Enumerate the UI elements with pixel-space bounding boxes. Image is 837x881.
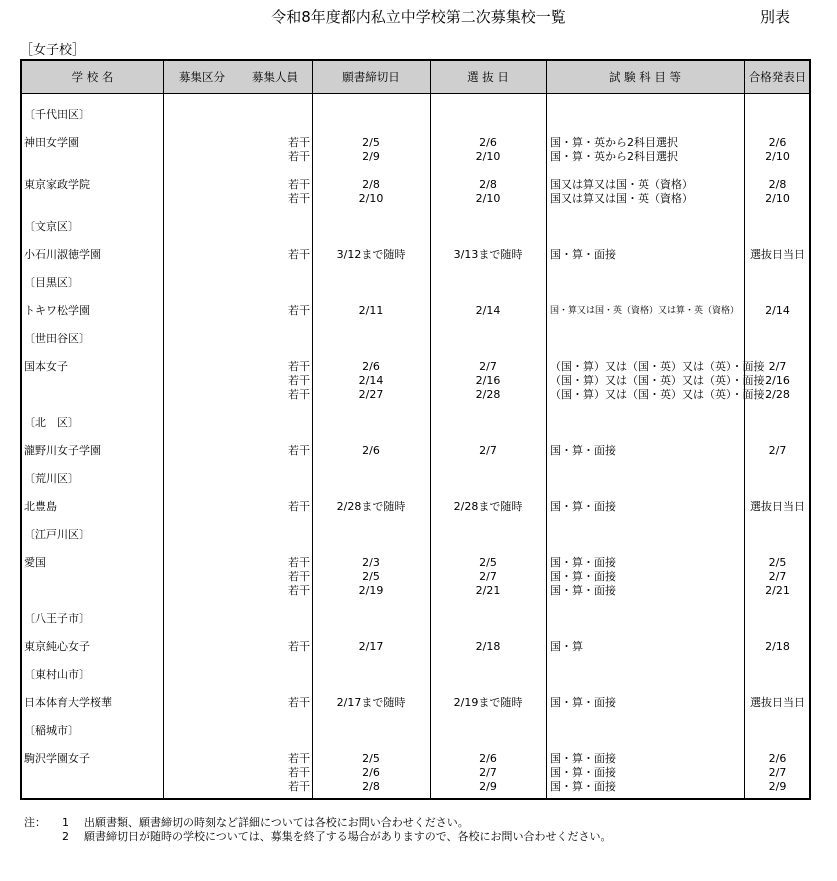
subjects-cell: 国・算又は国・英（資格）又は算・英（資格） — [550, 306, 740, 316]
subjects-cell: 国・算・面接 — [550, 752, 616, 765]
deadline-cell: 2/6 — [362, 766, 380, 779]
capacity-cell: 若干 — [288, 360, 310, 373]
deadline-cell: 2/27 — [358, 388, 384, 401]
note-number: 2 — [62, 830, 69, 843]
deadline-cell: 2/28まで随時 — [336, 500, 406, 513]
capacity-cell: 若干 — [288, 500, 310, 513]
deadline-cell: 2/11 — [358, 304, 384, 317]
deadline-cell: 3/12まで随時 — [336, 248, 406, 261]
table-body — [22, 94, 809, 798]
region-label: 〔江戸川区〕 — [24, 528, 90, 541]
announce-cell: 2/21 — [765, 584, 790, 597]
announce-cell: 2/6 — [768, 136, 787, 149]
selection-cell: 2/10 — [475, 150, 501, 163]
subjects-cell: 国・算・面接 — [550, 780, 616, 793]
announce-cell: 2/10 — [765, 150, 790, 163]
deadline-cell: 2/17まで随時 — [336, 696, 406, 709]
selection-cell: 2/6 — [479, 136, 497, 149]
announce-cell: 2/18 — [765, 640, 790, 653]
school-name: 国本女子 — [24, 360, 68, 373]
deadline-cell: 2/6 — [362, 444, 380, 457]
region-label: 〔八王子市〕 — [24, 612, 90, 625]
appendix-label: 別表 — [760, 8, 791, 26]
header-selection: 選 抜 日 — [467, 70, 509, 84]
school-name: 駒沢学園女子 — [24, 752, 90, 765]
subjects-cell: 国・算・面接 — [550, 696, 616, 709]
capacity-cell: 若干 — [288, 640, 310, 653]
selection-cell: 3/13まで随時 — [453, 248, 523, 261]
selection-cell: 2/18 — [475, 640, 501, 653]
announce-cell: 2/16 — [765, 374, 790, 387]
subjects-cell: 国・算 — [550, 640, 583, 653]
selection-cell: 2/14 — [475, 304, 501, 317]
selection-cell: 2/21 — [475, 584, 501, 597]
selection-cell: 2/10 — [475, 192, 501, 205]
capacity-cell: 若干 — [288, 696, 310, 709]
header-capacity: 募集人員 — [252, 70, 298, 84]
region-label: 〔千代田区〕 — [24, 108, 90, 121]
selection-cell: 2/7 — [479, 766, 497, 779]
capacity-cell: 若干 — [288, 304, 310, 317]
selection-cell: 2/8 — [479, 178, 497, 191]
capacity-cell: 若干 — [288, 178, 310, 191]
subjects-cell: 国・算・英から2科目選択 — [550, 150, 678, 163]
deadline-cell: 2/5 — [362, 752, 380, 765]
note-text: 願書締切日が随時の学校については、募集を終了する場合がありますので、各校にお問い合わせください。 — [84, 830, 612, 843]
subjects-cell: 国又は算又は国・英（資格） — [550, 178, 693, 191]
header-deadline: 願書締切日 — [342, 70, 400, 84]
selection-cell: 2/7 — [479, 444, 497, 457]
school-name: 小石川淑徳学園 — [24, 248, 101, 261]
selection-cell: 2/28まで随時 — [453, 500, 523, 513]
school-name: 北豊島 — [24, 500, 57, 513]
announce-cell: 2/6 — [768, 752, 787, 765]
note-number: 1 — [62, 816, 69, 829]
region-label: 〔東村山市〕 — [24, 668, 90, 681]
region-label: 〔文京区〕 — [24, 220, 79, 233]
deadline-cell: 2/5 — [362, 136, 380, 149]
subjects-cell: 国・算・面接 — [550, 248, 616, 261]
header-subjects: 試 験 科 目 等 — [608, 70, 682, 84]
announce-cell: 2/8 — [768, 178, 787, 191]
deadline-cell: 2/8 — [362, 780, 380, 793]
page-title: 令和8年度都内私立中学校第二次募集校一覧 — [271, 8, 566, 26]
selection-cell: 2/28 — [475, 388, 501, 401]
header-announce: 合格発表日 — [748, 70, 807, 84]
selection-cell: 2/5 — [479, 556, 497, 569]
region-label: 〔稲城市〕 — [24, 724, 79, 737]
subjects-cell: （国・算）又は（国・英）又は（英）・面接 — [550, 388, 765, 401]
region-label: 〔荒川区〕 — [24, 472, 79, 485]
capacity-cell: 若干 — [288, 780, 310, 793]
subjects-cell: 国・算・面接 — [550, 500, 616, 513]
deadline-cell: 2/8 — [362, 178, 380, 191]
deadline-cell: 2/6 — [362, 360, 380, 373]
school-table — [20, 59, 811, 800]
selection-cell: 2/9 — [479, 780, 497, 793]
capacity-cell: 若干 — [288, 388, 310, 401]
notes-label: 注： — [24, 816, 46, 829]
deadline-cell: 2/17 — [358, 640, 384, 653]
announce-cell: 2/9 — [768, 780, 787, 793]
announce-cell: 2/7 — [768, 360, 787, 373]
school-name: 日本体育大学桜華 — [24, 696, 112, 709]
capacity-cell: 若干 — [288, 766, 310, 779]
subjects-cell: 国・算・面接 — [550, 556, 616, 569]
deadline-cell: 2/9 — [362, 150, 380, 163]
deadline-cell: 2/5 — [362, 570, 380, 583]
selection-cell: 2/6 — [479, 752, 497, 765]
capacity-cell: 若干 — [288, 444, 310, 457]
subjects-cell: （国・算）又は（国・英）又は（英）・面接 — [550, 360, 765, 373]
subjects-cell: 国・算・面接 — [550, 584, 616, 597]
school-name: 東京純心女子 — [24, 640, 90, 653]
subjects-cell: 国・算・面接 — [550, 444, 616, 457]
capacity-cell: 若干 — [288, 150, 310, 163]
subjects-cell: （国・算）又は（国・英）又は（英）・面接 — [550, 374, 765, 387]
section-label: ［女子校］ — [20, 43, 86, 58]
announce-cell: 2/7 — [768, 444, 787, 457]
announce-cell: 2/5 — [768, 556, 787, 569]
capacity-cell: 若干 — [288, 374, 310, 387]
deadline-cell: 2/19 — [358, 584, 384, 597]
note-text: 出願書類、願書締切の時刻など詳細については各校にお問い合わせください。 — [84, 816, 469, 829]
school-name: 東京家政学院 — [24, 178, 90, 191]
announce-cell: 2/10 — [765, 192, 790, 205]
school-name: 愛国 — [24, 556, 46, 569]
announce-cell: 選抜日当日 — [750, 696, 805, 709]
selection-cell: 2/16 — [475, 374, 501, 387]
subjects-cell: 国又は算又は国・英（資格） — [550, 192, 693, 205]
region-label: 〔世田谷区〕 — [24, 332, 90, 345]
selection-cell: 2/7 — [479, 570, 497, 583]
subjects-cell: 国・算・英から2科目選択 — [550, 136, 678, 149]
capacity-cell: 若干 — [288, 248, 310, 261]
announce-cell: 2/14 — [765, 304, 790, 317]
header-category: 募集区分 — [179, 70, 225, 84]
school-name: 神田女学園 — [24, 136, 79, 149]
announce-cell: 2/7 — [768, 570, 787, 583]
subjects-cell: 国・算・面接 — [550, 766, 616, 779]
capacity-cell: 若干 — [288, 192, 310, 205]
region-label: 〔北 区〕 — [24, 416, 79, 429]
deadline-cell: 2/10 — [358, 192, 384, 205]
selection-cell: 2/19まで随時 — [453, 696, 523, 709]
capacity-cell: 若干 — [288, 752, 310, 765]
announce-cell: 選抜日当日 — [750, 248, 805, 261]
selection-cell: 2/7 — [479, 360, 497, 373]
header-school: 学 校 名 — [71, 70, 114, 84]
announce-cell: 2/7 — [768, 766, 787, 779]
deadline-cell: 2/3 — [362, 556, 380, 569]
table-header — [22, 61, 809, 94]
school-name: 瀧野川女子学園 — [24, 444, 101, 457]
school-name: トキワ松学園 — [24, 304, 90, 317]
capacity-cell: 若干 — [288, 584, 310, 597]
capacity-cell: 若干 — [288, 570, 310, 583]
capacity-cell: 若干 — [288, 556, 310, 569]
announce-cell: 2/28 — [765, 388, 790, 401]
announce-cell: 選抜日当日 — [750, 500, 805, 513]
capacity-cell: 若干 — [288, 136, 310, 149]
subjects-cell: 国・算・面接 — [550, 570, 616, 583]
deadline-cell: 2/14 — [358, 374, 384, 387]
region-label: 〔目黒区〕 — [24, 276, 79, 289]
